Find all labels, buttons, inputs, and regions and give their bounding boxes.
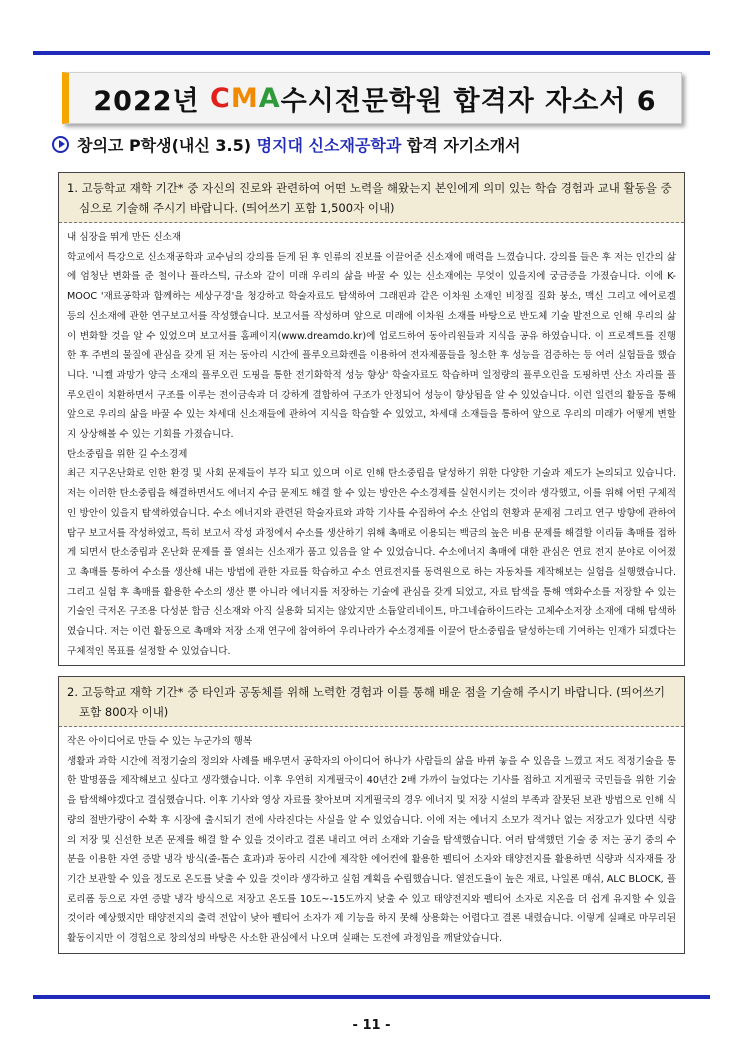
title-letter-c: C	[210, 82, 231, 114]
question1-heading2: 탄소중립을 위한 길 수소경제	[67, 448, 188, 460]
question2-answer	[59, 727, 684, 953]
bottom-rule	[33, 995, 710, 999]
title-letter-a: A	[258, 82, 281, 114]
question1-para1: 학교에서 특강으로 신소재공학과 교수님의 강의를 듣게 된 후 인류의 진보를 이끌어준 신소재에 매력을 느꼈습니다. 강의를 들은 후 저는 인간의 삶에 엄청난 변화를 준 철이나 플라스틱, 규소와 같이 미래 우리의 삶을 바꿀 수 있는 신소재에는 무엇이 있을지에 궁금증을 가졌습니다. 이에 K-MOOC '재료공학과 함께하는 세상구경'을 청강하고 학술자료도 탐색하여 그래핀과 같은 이차원 소재인 비정질 질화 붕소, 맥신 그리고 에어로겔 등의 신소재에 관한 연구보고서를 작성했습니다. 보고서를 작성하며 앞으로 미래에 이차원 소재를 바탕으로 반도체 기술 발전으로 인해 우리의 삶이 변화할 것을 알 수 있었으며 보고서를 홈페이지(www.dreamdo.kr)에 업로드하여 동아리원들과 지식을 공유 하였습니다. 이 프로젝트를 진행한 후 주변의 물질에 관심을 갖게 된 저는 동아리 시간에 플루오르화켄을 이용하여 전자제품들을 청소한 후 성능을 검증하는 등 여러 실험들을 했습니다. '니켈 과망가 양극 소재의 플루오린 도핑을 통한 전기화학적 성능 향상' 학술자료도 학습하며 일정량의 플루오린을 도핑하면 산소 자리를 플루오린이 치환하면서 구조를 이루는 전이금속과 더 강하게 결합하여 구조가 안정되어 성능이 향상됨을 알 수 있었습니다. 이런 일련의 활동을 통해 앞으로 우리의 삶을 바꿀 수 있는 차세대 신소재들에 관하여 지식을 학습할 수 있었고, 차세대 소재들을 통하여 앞으로 우리의 미래가 어떻게 변할지 상상해볼 수 있는 기회를 가졌습니다.	[67, 251, 676, 441]
question1-answer	[59, 223, 684, 665]
title-part2: 수시전문학원 합격자 자소서 6	[280, 85, 657, 117]
title-letter-m: M	[230, 82, 259, 114]
page-title	[62, 72, 682, 124]
question1-prompt: 1. 고등학교 재학 기간* 중 자신의 진로와 관련하여 어떤 노력을 해왔는지 본인에게 의미 있는 학습 경험과 교내 활동을 중심으로 기술해 주시기 바랍니다. (띄어쓰기 포함 1,500자 이내)	[67, 181, 672, 215]
question1-box	[58, 172, 685, 666]
question1-heading1: 내 심장을 뛰게 만든 신소재	[67, 232, 182, 243]
question1-para2: 최근 지구온난화로 인한 환경 및 사회 문제들이 부각 되고 있으며 이로 인해 탄소중립을 달성하기 위한 다양한 기술과 제도가 논의되고 있습니다. 저는 이러한 탄소중립을 해결하면서도 에너지 수급 문제도 해결 할 수 있는 방안은 수소경제를 실현시키는 것이라 생각했고, 이를 위해 어떤 구체적인 방안이 있을지 탐색하였습니다. 수소 에너지와 관련된 학술자료와 과학 기사를 수집하여 수소 산업의 현황과 문제점 그리고 연구 방향에 관하여 탐구 보고서를 작성하였고, 특히 보고서 작성 과정에서 수소를 생산하기 위해 촉매로 이용되는 백금의 높은 비용 문제를 해결할 이리듐 촉매를 접하게 되면서 탄소중립과 온난화 문제를 풀 열쇠는 신소재가 품고 있음을 알 수 있었습니다. 수소에너지 촉매에 대한 관심은 연료 전지 분야로 이어졌고 촉매를 통하여 수소를 생산해 내는 방법에 관한 자료를 학습하고 수소 연료전지를 동력원으로 하는 자동차를 제작해보는 실험을 실행했습니다. 그리고 실험 후 촉매를 활용한 수소의 생산 뿐 아니라 에너지를 저장하는 기술에 관심을 갖게 되었고, 자료 탐색을 통해 액화수소를 저장할 수 있는 기술인 극저온 구조용 다성분 합금 신소재와 아직 실용화 되지는 않았지만 소듐알리네이트, 마그네슘하이드라는 고체수소저장 소재에 대해 탐색하였습니다. 저는 이런 활동으로 촉매와 저장 소재 연구에 참여하여 우리나라가 수소경제를 이끌어 탄소중립을 달성하는데 기여하는 인재가 되겠다는 구체적인 목표를 설정할 수 있었습니다.	[67, 468, 676, 657]
question2-heading1: 작은 아이디어로 만들 수 있는 누군가의 행복	[67, 736, 253, 747]
subtitle-tail: 합격 자기소개서	[401, 135, 521, 155]
subtitle-major: 명지대 신소재공학과	[256, 135, 402, 155]
play-icon	[52, 136, 69, 153]
question2-prompt-area	[59, 677, 684, 727]
subtitle	[48, 130, 708, 158]
question2-prompt: 2. 고등학교 재학 기간* 중 타인과 공동체를 위해 노력한 경험과 이를 통해 배운 점을 기술해 주시기 바랍니다. (띄어쓰기 포함 800자 이내)	[67, 685, 666, 719]
title-part1: 2022년	[93, 85, 211, 117]
top-rule	[33, 51, 710, 55]
question2-box	[58, 676, 685, 954]
question2-para1: 생활과 과학 시간에 적정기술의 정의와 사례를 배우면서 공학자의 아이디어 하나가 사람들의 삶을 바뀌 놓을 수 있음을 느꼈고 저도 적정기술을 통한 발명품을 제작해보고 싶다고 생각했습니다. 이후 우연히 지게필국이 40년간 2배 가까이 늘었다는 기사를 접하고 지게필국 국민들을 위한 기술을 탐색해야겠다고 결심했습니다. 이후 기사와 영상 자료를 찾아보며 지게필국의 경우 에너지 및 저장 시설의 부족과 잘못된 보관 방법으로 인해 식량의 절반가량이 수확 후 시장에 출시되기 전에 사라진다는 사실을 알 수 있었습니다. 이에 저는 에너지 소모가 적거나 없는 저장고가 있다면 식량의 저장 및 신선한 보존 문제를 해결 할 수 있을 것이라고 결론 내리고 여러 소재와 기술을 탐색했습니다. 여러 탐색했던 기술 중 저는 공기 중의 수분을 이용한 자연 증발 냉각 방식(줄-톰슨 효과)과 동아리 시간에 제작한 에어컨에 활용한 펠티어 소자와 태양전지를 활용하면 식량과 식자재를 장기간 보관할 수 있을 정도로 온도를 낮출 수 있을 것이라 생각하고 실험 계획을 수립했습니다. 열전도율이 높은 재료, 나일론 매쉬, ALC BLOCK, 플로리폼 등으로 자연 증발 냉각 방식으로 저장고 온도를 10도~-15도까지 낮출 수 있고 태양전지와 펠티어 소자로 지온을 더 쉽게 유지할 수 있을 것이라 예상했지만 태양전지의 출력 전압이 낮아 펠티어 소자가 제 기능을 하지 못해 상용화는 어렵다고 결론 내렸습니다. 이렇게 실패로 마무리된 활동이지만 이 경험으로 창의성의 바탕은 사소한 관심에서 나오며 실패는 도전에 과정임을 깨달았습니다.	[67, 755, 676, 945]
page-number: - 11 -	[352, 1018, 391, 1033]
subtitle-lead: 창의고 P학생(내신 3.5)	[77, 135, 257, 155]
question1-prompt-area	[59, 173, 684, 223]
